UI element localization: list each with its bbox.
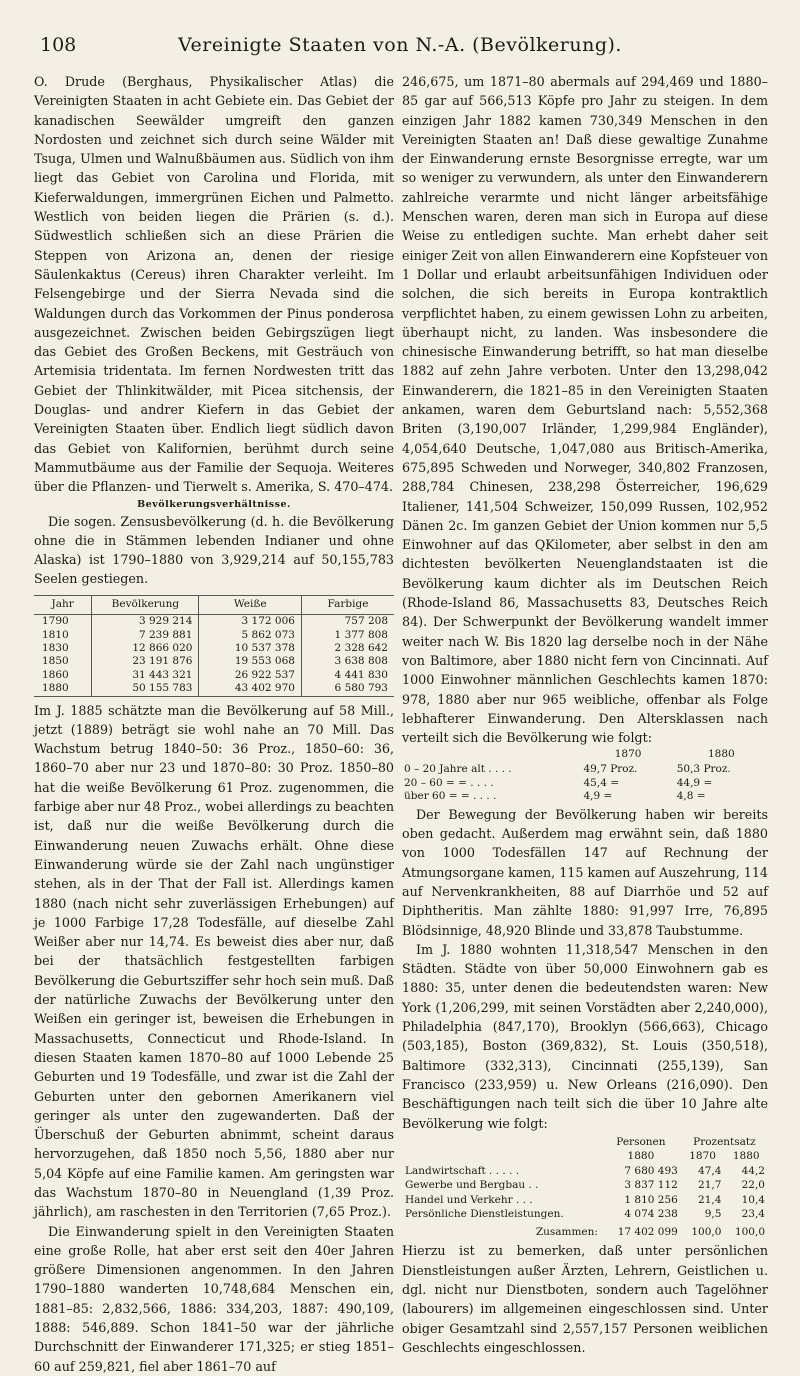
table-cell: 10 537 378: [199, 642, 302, 655]
column-header: 1870: [614, 748, 642, 761]
table-cell: 4 441 830: [301, 669, 394, 682]
table-cell: 3 638 808: [301, 655, 394, 668]
table-cell: Handel und Verkehr . . .: [405, 1193, 533, 1206]
table-cell: 1790: [42, 615, 69, 628]
table-row: [402, 763, 768, 777]
table-cell: 17 402 099: [617, 1225, 678, 1238]
table-row: [34, 682, 394, 696]
column-header: 1880: [708, 748, 735, 761]
population-table: [34, 595, 394, 697]
table-cell: 100,0: [734, 1225, 765, 1238]
table-header-row: [402, 1135, 768, 1150]
column-header: Weiße: [199, 595, 302, 614]
column-header: Farbige: [301, 595, 394, 614]
age-class-table: [402, 747, 768, 803]
column-header: [402, 747, 582, 763]
table-row: [402, 1207, 768, 1222]
table-cell: 20 – 60 = = . . . .: [404, 776, 494, 789]
table-row: [402, 1178, 768, 1193]
table-cell: 757 208: [301, 615, 394, 629]
column-header: [402, 1149, 601, 1164]
table-cell: 44,9 =: [676, 776, 713, 789]
table-total-row: [402, 1222, 768, 1240]
table-header-row: [402, 1149, 768, 1164]
table-cell: 23 191 876: [92, 655, 199, 668]
running-title: Vereinigte Staaten von N.-A. (Bevölkerung).: [178, 34, 622, 56]
table-cell: Gewerbe und Bergbau . .: [405, 1179, 539, 1192]
table-cell: über 60 = = . . . .: [404, 790, 497, 803]
table-cell: 9,5: [704, 1208, 722, 1221]
table-row: [34, 669, 394, 682]
table-cell: 1880: [42, 682, 69, 695]
table-cell: Landwirtschaft . . . . .: [405, 1164, 520, 1177]
table-cell: Persönliche Dienstleistungen.: [405, 1208, 564, 1221]
table-cell: 4 074 238: [624, 1208, 678, 1221]
table-cell: 1860: [42, 668, 69, 681]
page-number: 108: [40, 34, 77, 56]
occupation-table: [402, 1135, 768, 1240]
table-row: [34, 629, 394, 642]
table-cell: 31 443 321: [92, 669, 199, 682]
paragraph-services-note: Hierzu ist zu bemerken, daß unter persönlichen Dienstleistungen außer Ärzten, Lehrern, Geistlichen u. dgl. nicht nur Dienstboten, sondern auch Tagelöhner (labourers) im allgemeinen eingeschlossen sind. Unter obiger Gesamtzahl sind 2,557,157 Personen weiblichen Geschlechts eingeschlossen.: [402, 1243, 768, 1355]
table-cell: 3 172 006: [199, 615, 302, 629]
table-cell: 4,8 =: [676, 790, 706, 803]
table-cell: 7 680 493: [624, 1164, 678, 1177]
table-cell: 5 862 073: [199, 629, 302, 642]
right-column: [402, 72, 768, 1357]
table-cell: 1 810 256: [624, 1193, 678, 1206]
table-cell: 22,0: [741, 1179, 765, 1192]
table-cell: 19 553 068: [199, 655, 302, 668]
table-cell: 50,3 Proz.: [676, 762, 731, 775]
table-cell: 1 377 808: [301, 629, 394, 642]
table-header-row: [34, 595, 394, 614]
column-header: 1880: [732, 1150, 760, 1163]
table-cell: 3 837 112: [624, 1179, 678, 1192]
table-cell: 100,0: [691, 1225, 722, 1238]
table-cell: 21,4: [698, 1193, 722, 1206]
table-row: [402, 790, 768, 804]
paragraph-immigration-continued: 246,675, um 1871–80 abermals auf 294,469 und 1880–85 gar auf 566,513 Köpfe pro Jahr zu steigen. In dem einzigen Jahr 1882 kamen 730,349 Menschen in den Vereinigten Staaten an! Daß diese gewaltige Zunahme der Einwanderung ernste Besorgnisse erregte, war um so weniger zu verwundern, als unter den Einwanderern zahlreiche verarmte und nicht länger arbeitsfähige Menschen waren, deren man sich in Europa auf diese Weise zu entledigen suchte. Man erhebt daher seit einiger Zeit von allen Einwanderern eine Kopfsteuer von 1 Dollar und erlaubt arbeitsunfähigen Individuen oder solchen, die sich bereits in Europa kontraktlich verpflichtet haben, zu einem gewissen Lohn zu arbeiten, überhaupt nicht, zu landen. Was insbesondere die chinesische Einwanderung betrifft, so hat man dieselbe 1882 auf zehn Jahre verboten. Unter den 13,298,042 Einwanderern, die 1821–85 in den Vereinigten Staaten ankamen, waren dem Geburtsland nach: 5,552,368 Briten (3,190,007 Irländer, 1,299,984 Engländer), 4,054,640 Deutsche, 1,047,080 aus Britisch-Amerika, 675,895 Schweden und Norweger, 340,802 Franzosen, 288,784 Chinesen, 238,298 Österreicher, 196,629 Italiener, 141,504 Schweizer, 150,099 Russen, 102,952 Dänen 2c. Im ganzen Gebiet der Union kommen nur 5,5 Einwohner auf das QKilometer, aber selbst in den am dichtesten bevölkerten Neuenglandstaaten ist die Bevölkerung kaum dichter als im Deutschen Reich (Rhode-Island 86, Massachusetts 83, Deutsches Reich 84). Der Schwerpunkt der Bevölkerung wandelt immer weiter nach W. Bis 1820 lag derselbe noch in der Nähe von Baltimore, aber 1880 nicht fern von Cincinnati. Auf 1000 Einwohner männlichen Geschlechts kamen 1870: 978, 1880 aber nur 965 weibliche, offenbar als Folge lebhafterer Einwanderung. Den Altersklassen nach verteilt sich die Bevölkerung wie folgt:: [402, 74, 768, 746]
page-header: [40, 34, 760, 64]
table-cell: 44,2: [741, 1164, 765, 1177]
table-row: [402, 1164, 768, 1179]
paragraph-immigration: Die Einwanderung spielt in den Vereinigten Staaten eine große Rolle, hat aber erst seit den 40er Jahren größere Dimensionen angenommen. In den Jahren 1790–1880 wanderten 10,748,684 Menschen ein, 1881–85: 2,832,566, 1886: 334,203, 1887: 490,109, 1888: 546,889. Schon 1841–50 war der jährliche Durchschnitt der Einwanderer 171,325; er stieg 1851–60 auf 259,821, fiel aber 1861–70 auf: [34, 1223, 394, 1374]
table-cell: 4,9 =: [583, 790, 613, 803]
table-cell: 10,4: [741, 1193, 765, 1206]
left-column: [34, 72, 394, 1376]
table-cell: 7 239 881: [92, 629, 199, 642]
paragraph-census: Die sogen. Zensusbevölkerung (d. h. die Bevölkerung ohne die in Stämmen lebenden Indianer und ohne Alaska) ist 1790–1880 von 3,929,214 auf 50,155,783 Seelen gestiegen.: [34, 513, 394, 587]
table-cell: 1850: [42, 655, 69, 668]
paragraph-growth: Im J. 1885 schätzte man die Bevölkerung auf 58 Mill., jetzt (1889) beträgt sie wohl nahe an 70 Mill. Das Wachstum betrug 1840–50: 36 Proz., 1850–60: 36, 1860–70 aber nur 23 und 1870–80: 30 Proz. 1850–80 hat die weiße Bevölkerung 61 Proz. zugenommen, die farbige aber nur 48 Proz., wobei allerdings zu beachten ist, daß nur die weiße Bevölkerung durch die Einwanderung neuen Zuwachs erhält. Ohne diese Einwanderung würde sie der Zahl nach ungünstiger stehen, als in der That der Fall ist. Allerdings kamen 1880 (nach nicht sehr zuverlässigen Erhebungen) auf je 1000 Farbige 17,28 Todesfälle, auf dieselbe Zahl Weißer aber nur 14,74. Es beweist dies aber nur, daß bei der thatsächlich festgestellten farbigen Bevölkerung die Geburtsziffer sehr hoch sein muß. Daß der natürliche Zuwachs der Bevölkerung unter den Weißen ein geringer ist, beweisen die Erhebungen in Massachusetts, Connecticut und Rhode-Island. In diesen Staaten kamen 1870–80 auf 1000 Lebende 25 Geburten und 19 Todesfälle, und zwar ist die Zahl der Geburten unter den gebornen Amerikanern viel geringer als unter den zugewanderten. Daß der Überschuß der Geburten abnimmt, scheint daraus hervorzugehen, daß 1850 noch 5,56, 1880 aber nur 5,04 Köpfe auf eine Familie kamen. Am geringsten war das Wachstum 1870–80 in Neuengland (1,39 Proz. jährlich), am raschesten in den Territorien (7,65 Proz.).: [34, 702, 394, 1220]
table-cell: 49,7 Proz.: [583, 762, 638, 775]
column-header: Prozentsatz: [693, 1135, 756, 1148]
section-subheading: Bevölkerungsverhältnisse.: [137, 498, 291, 510]
table-row: [34, 655, 394, 668]
column-header: [402, 1135, 601, 1150]
column-header: 1870: [689, 1150, 716, 1163]
column-header: Bevölkerung: [92, 595, 199, 614]
table-cell: 1830: [42, 641, 69, 654]
column-header: 1880: [627, 1150, 655, 1163]
table-cell: 23,4: [741, 1208, 765, 1221]
table-cell: 6 580 793: [301, 682, 394, 696]
table-header-row: [402, 747, 768, 763]
table-cell: 50 155 783: [92, 682, 199, 696]
table-cell: 12 866 020: [92, 642, 199, 655]
table-row: [402, 1193, 768, 1208]
table-cell: Zusammen:: [535, 1225, 598, 1238]
paragraph-movement: Der Bewegung der Bevölkerung haben wir bereits oben gedacht. Außerdem mag erwähnt sein, daß 1880 von 1000 Todesfällen 147 auf Rechnung der Atmungsorgane kamen, 115 kamen auf Auszehrung, 114 auf Nervenkrankheiten, 88 auf Diarrhöe und 52 auf Diphtheritis. Man zählte 1880: 91,997 Irre, 76,895 Blödsinnige, 48,920 Blinde und 33,878 Taubstumme.: [402, 806, 768, 938]
table-cell: 47,4: [698, 1164, 722, 1177]
table-cell: 43 402 970: [199, 682, 302, 696]
column-header: Personen: [616, 1135, 666, 1148]
column-header: Jahr: [34, 595, 92, 614]
table-row: [402, 777, 768, 791]
table-cell: 45,4 =: [583, 776, 620, 789]
table-cell: 1810: [42, 628, 69, 641]
table-cell: 26 922 537: [199, 669, 302, 682]
table-row: [34, 615, 394, 629]
table-cell: 21,7: [698, 1179, 722, 1192]
paragraph-cities: Im J. 1880 wohnten 11,318,547 Menschen in den Städten. Städte von über 50,000 Einwohnern gab es 1880: 35, unter denen die bedeutendsten waren: New York (1,206,299, mit seinen Vorstädten aber 2,240,000), Philadelphia (847,170), Brooklyn (566,663), Chicago (503,185), Boston (369,832), St. Louis (350,518), Baltimore (332,313), Cincinnati (255,139), San Francisco (233,959) u. New Orleans (216,090). Den Beschäftigungen nach teilt sich die über 10 Jahre alte Bevölkerung wie folgt:: [402, 941, 768, 1131]
table-cell: 3 929 214: [92, 615, 199, 629]
table-cell: 0 – 20 Jahre alt . . . .: [404, 762, 512, 775]
table-cell: 2 328 642: [301, 642, 394, 655]
table-row: [34, 642, 394, 655]
paragraph-vegetation: O. Drude (Berghaus, Physikalischer Atlas) die Vereinigten Staaten in acht Gebiete ein. Das Gebiet der kanadischen Seewälder umgreift den ganzen Nordosten und zeichnet sich durch seine Wälder mit Tsuga, Ulmen und Walnußbäumen aus. Südlich von ihm liegt das Gebiet von Carolina und Florida, mit Kieferwaldungen, immergrünen Eichen und Palmetto. Westlich von beiden liegen die Prärien (s. d.). Südwestlich schließen sich an diese Prärien die Steppen von Arizona an, denen der riesige Säulenkaktus (Cereus) ihren Charakter verleiht. Im Felsengebirge und der Sierra Nevada sind die Waldungen durch das Vorkommen der Pinus ponderosa ausgezeichnet. Zwischen beiden Gebirgszügen liegt das Gebiet des Großen Beckens, mit Gesträuch von Artemisia tridentata. Im fernen Nordwesten tritt das Gebiet der Thlinkitwälder, mit Picea sitchensis, der Douglas- und andrer Kiefern in das Gebiet der Vereinigten Staaten über. Endlich liegt südlich davon das Gebiet von Kalifornien, berühmt durch seine Mammutbäume aus der Familie der Sequoja. Weiteres über die Pflanzen- und Tierwelt s. Amerika, S. 470–474.: [34, 74, 394, 495]
